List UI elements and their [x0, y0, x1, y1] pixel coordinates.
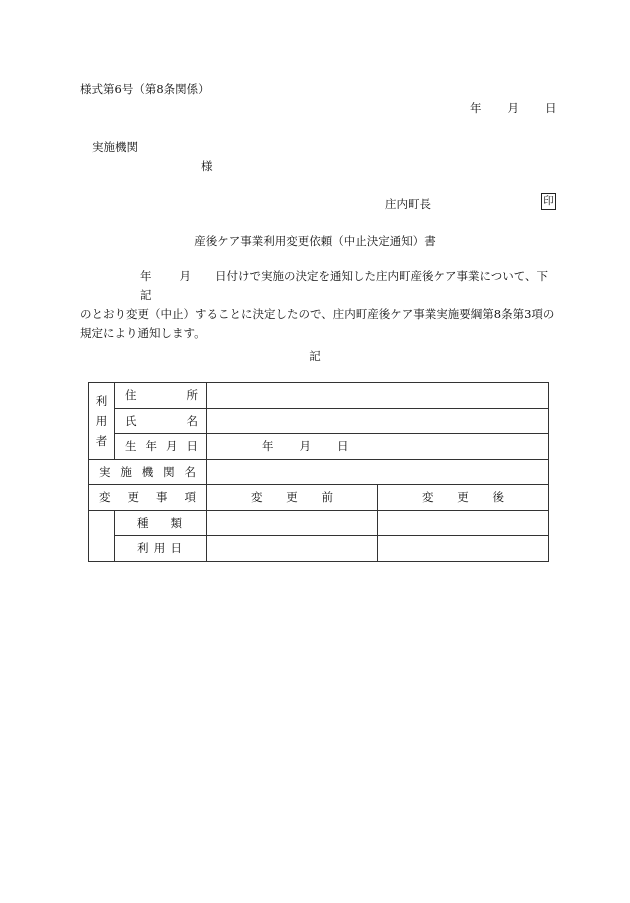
name-field[interactable]	[207, 408, 549, 434]
before-char-2: 更	[286, 490, 298, 505]
birth-char-2: 年	[145, 439, 157, 454]
before-char-3: 前	[321, 490, 333, 505]
type-char-2: 類	[170, 515, 182, 530]
seal-mark: 印	[541, 193, 556, 210]
use-date-after-field[interactable]	[378, 536, 549, 562]
ki-heading: 記	[309, 349, 321, 363]
row-change-header	[89, 485, 549, 511]
facility-field[interactable]	[207, 459, 549, 485]
row-name	[89, 408, 549, 434]
row-address	[89, 383, 549, 409]
row-facility	[89, 459, 549, 485]
facility-char-3: 機	[141, 464, 154, 479]
before-char-1: 変	[251, 490, 263, 505]
birth-char-1: 生	[125, 439, 137, 454]
body-line-2: のとおり変更（中止）することに決定したので、庄内町産後ケア事業実施要綱第8条第3項の	[80, 307, 555, 321]
change-char-1: 変	[99, 490, 111, 505]
date-year: 年	[470, 101, 482, 115]
honorific: 様	[201, 159, 213, 173]
date-month: 月	[507, 101, 519, 115]
birth-year: 年	[262, 439, 274, 454]
name-label	[115, 408, 207, 434]
change-char-2: 更	[127, 490, 139, 505]
user-char-1: 利	[95, 393, 108, 408]
user-char-3: 者	[95, 433, 108, 448]
facility-char-1: 実	[99, 464, 111, 479]
form-number: 様式第6号（第8条関係）	[80, 82, 210, 96]
facility-char-2: 施	[120, 464, 132, 479]
row-birthdate	[89, 434, 549, 460]
use-date-label	[115, 536, 207, 562]
birth-char-3: 月	[166, 439, 178, 454]
change-spacer	[89, 510, 115, 561]
sender-title: 庄内町長	[385, 197, 431, 211]
document-title: 産後ケア事業利用変更依頼（中止決定通知）書	[194, 234, 436, 248]
type-after-field[interactable]	[378, 510, 549, 536]
body-month: 月	[179, 269, 191, 283]
user-char-2: 用	[95, 413, 108, 428]
body-text	[80, 267, 558, 343]
change-char-4: 項	[184, 490, 196, 505]
type-before-field[interactable]	[207, 510, 378, 536]
date-day: 日	[545, 101, 557, 115]
user-group-label	[89, 383, 115, 460]
after-char-2: 更	[457, 490, 469, 505]
after-header	[378, 485, 549, 511]
address-char-2: 所	[186, 388, 198, 403]
facility-label	[89, 459, 207, 485]
birth-month: 月	[299, 439, 311, 454]
address-field[interactable]	[207, 383, 549, 409]
date-line	[470, 100, 557, 116]
before-header	[207, 485, 378, 511]
usage-table	[88, 382, 549, 562]
birthdate-label	[115, 434, 207, 460]
birth-char-4: 日	[186, 439, 198, 454]
type-label	[115, 510, 207, 536]
facility-char-5: 名	[184, 464, 196, 479]
address-label	[115, 383, 207, 409]
address-char-1: 住	[125, 388, 137, 403]
change-char-3: 事	[156, 490, 168, 505]
recipient-org: 実施機関	[92, 140, 138, 154]
birthdate-field[interactable]	[207, 434, 549, 460]
name-char-2: 名	[186, 413, 198, 428]
use-date-char-3: 日	[170, 541, 182, 556]
body-line-3: 規定により通知します。	[80, 326, 206, 340]
birth-day: 日	[337, 439, 349, 454]
body-line-1-rest: 日付けで実施の決定を通知した庄内町産後ケア事業について、下記	[140, 269, 549, 302]
row-type	[89, 510, 549, 536]
use-date-char-2: 用	[153, 541, 166, 556]
use-date-before-field[interactable]	[207, 536, 378, 562]
use-date-char-1: 利	[137, 541, 149, 556]
after-char-1: 変	[422, 490, 434, 505]
after-char-3: 後	[492, 490, 504, 505]
change-item-label	[89, 485, 207, 511]
type-char-1: 種	[137, 515, 149, 530]
row-use-date	[89, 536, 549, 562]
facility-char-4: 関	[163, 464, 175, 479]
body-year: 年	[140, 269, 152, 283]
name-char-1: 氏	[125, 413, 137, 428]
body-line-1	[80, 267, 558, 305]
